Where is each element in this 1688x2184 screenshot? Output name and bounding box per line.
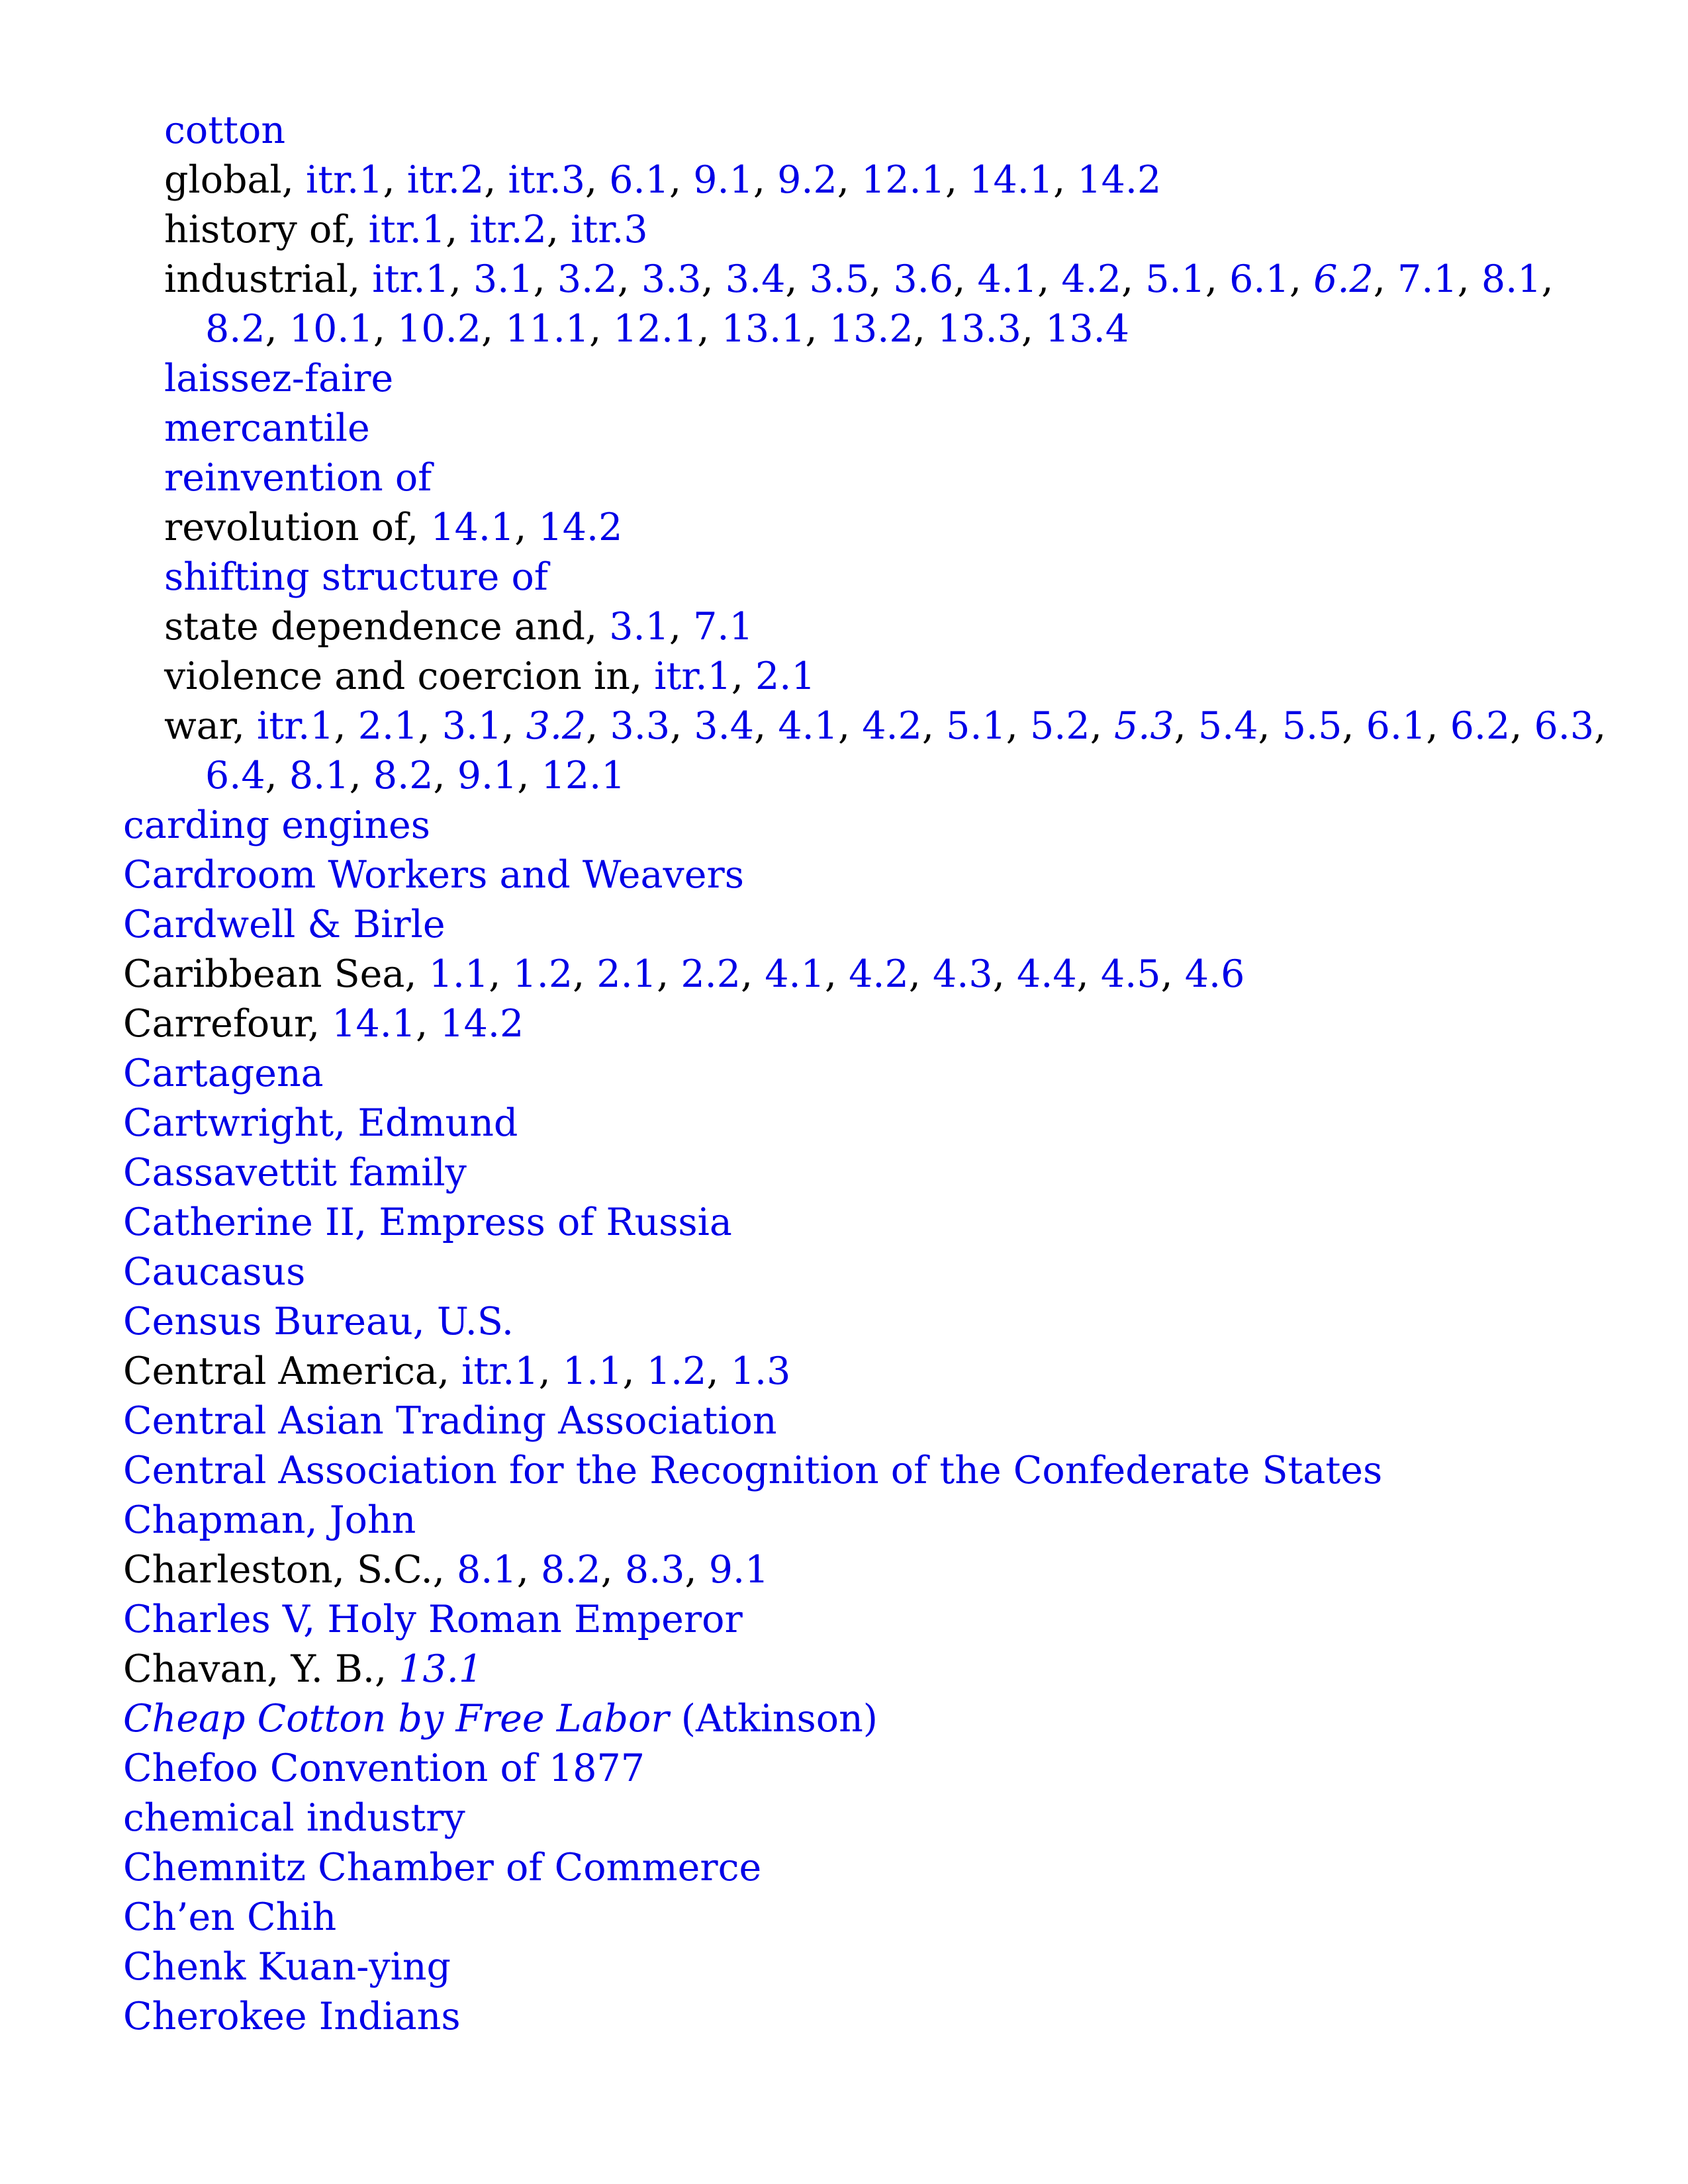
entry-ch-en-chih <box>123 1893 1619 1942</box>
page-ref-link[interactable]: 6.1 <box>609 158 669 202</box>
page-ref-link[interactable]: 2.1 <box>755 655 816 698</box>
entry-central-america: Central America, itr.1, 1.1, 1.2, 1.3 <box>123 1349 791 1393</box>
page-ref-link[interactable]: 1.2 <box>646 1349 707 1393</box>
entry-heading: violence and coercion in <box>164 655 630 698</box>
entry-link[interactable]: Cartagena <box>123 1052 324 1095</box>
page-ref-link[interactable]: 6.4 <box>205 754 265 797</box>
entry-link[interactable]: Cassavettit family <box>123 1151 467 1195</box>
entry-link[interactable]: Ch’en Chih <box>123 1895 337 1939</box>
page-ref-link[interactable]: 1.1 <box>428 952 489 996</box>
entry-heading: history of <box>164 208 345 251</box>
entry-cheap-cotton-by-free-labor <box>123 1694 1619 1744</box>
page-ref-link[interactable]: 4.2 <box>1061 257 1122 301</box>
page-ref-link[interactable]: 4.1 <box>778 704 838 748</box>
entry-caucasus <box>123 1248 1619 1297</box>
page-ref-link[interactable]: 3.4 <box>725 257 786 301</box>
entry-link[interactable]: reinvention of <box>164 456 432 500</box>
entry-chenk-kuan-ying <box>123 1942 1619 1992</box>
page-ref-link[interactable]: 13.1 <box>399 1647 483 1691</box>
entry-census-bureau-u-s <box>123 1297 1619 1347</box>
page-ref-link[interactable]: 8.1 <box>1481 257 1542 301</box>
entry-cassavettit-family <box>123 1148 1619 1198</box>
page-ref-link[interactable]: 13.2 <box>829 307 914 351</box>
entry-chemical-industry <box>123 1794 1619 1843</box>
page-ref-link[interactable]: 8.1 <box>457 1548 517 1592</box>
entry-chapman-john <box>123 1496 1619 1545</box>
entry-heading: Caribbean Sea <box>123 952 405 996</box>
entry-cherokee-indians <box>123 1992 1619 2042</box>
page-ref-link[interactable]: 8.2 <box>373 754 434 797</box>
page-ref-link[interactable]: 5.3 <box>1113 704 1174 748</box>
entry-charleston-s-c: Charleston, S.C., 8.1, 8.2, 8.3, 9.1 <box>123 1548 769 1592</box>
page-ref-link[interactable]: itr.3 <box>508 158 586 202</box>
entry-cardwell-birle <box>123 900 1619 950</box>
page-ref-link[interactable]: 2.2 <box>680 952 741 996</box>
page-ref-link[interactable]: 4.3 <box>933 952 993 996</box>
page-ref-link[interactable]: 13.3 <box>937 307 1021 351</box>
entry-link[interactable]: Chenk Kuan-ying <box>123 1945 451 1989</box>
entry-link[interactable]: Cheap Cotton by Free Labor <box>123 1697 669 1741</box>
page-ref-link[interactable]: 5.2 <box>1030 704 1090 748</box>
entry-link[interactable]: mercantile <box>164 406 370 450</box>
page-ref-link[interactable]: itr.1 <box>306 158 383 202</box>
page-ref-link[interactable]: 8.3 <box>624 1548 685 1592</box>
page-ref-link[interactable]: 8.1 <box>289 754 350 797</box>
page-ref-link[interactable]: 9.1 <box>693 158 753 202</box>
entry-link[interactable]: Cartwright, Edmund <box>123 1101 518 1145</box>
page-ref-link[interactable]: 3.6 <box>893 257 954 301</box>
entry-author[interactable]: (Atkinson) <box>669 1697 878 1741</box>
entry-heading: state dependence and <box>164 605 585 649</box>
page-ref-link[interactable]: 5.4 <box>1197 704 1258 748</box>
entry-link[interactable]: Cardwell & Birle <box>123 903 445 946</box>
page-ref-link[interactable]: 13.4 <box>1045 307 1130 351</box>
subentry-state-dependence-and: state dependence and, 3.1, 7.1 <box>164 605 753 649</box>
entry-cardroom-workers-and-weavers <box>123 850 1619 900</box>
page-ref-link[interactable]: 6.1 <box>1229 257 1289 301</box>
page-ref-link[interactable]: 5.1 <box>1145 257 1205 301</box>
page-ref-link[interactable]: itr.1 <box>257 704 334 748</box>
page-ref-link[interactable]: 7.1 <box>693 605 753 649</box>
entry-cartwright-edmund <box>123 1099 1619 1148</box>
page-ref-link[interactable]: 14.1 <box>969 158 1054 202</box>
page-ref-link[interactable]: 6.1 <box>1366 704 1427 748</box>
entry-link[interactable]: chemical industry <box>123 1796 465 1840</box>
entry-heading: war <box>164 704 233 748</box>
entry-link[interactable]: laissez-faire <box>164 357 394 400</box>
entry-cartagena <box>123 1049 1619 1099</box>
page-ref-link[interactable]: 5.5 <box>1282 704 1342 748</box>
entry-heading: Central America <box>123 1349 438 1393</box>
entry-link[interactable]: carding engines <box>123 803 431 847</box>
page-ref-link[interactable]: 6.2 <box>1313 257 1374 301</box>
subentry-global: global, itr.1, itr.2, itr.3, 6.1, 9.1, 9.2, 12.1, 14.1, 14.2 <box>164 158 1162 202</box>
page-ref-link[interactable]: 14.1 <box>430 506 515 549</box>
page-ref-link[interactable]: 5.1 <box>946 704 1006 748</box>
entry-central-association-for-the-recognition-of-the-confederate-states <box>123 1446 1619 1496</box>
entry-link[interactable]: Central Association for the Recognition of the Confederate States <box>123 1449 1383 1492</box>
page-ref-link[interactable]: 4.1 <box>977 257 1038 301</box>
subentry-mercantile <box>164 404 1619 453</box>
entry-link[interactable]: Census Bureau, U.S. <box>123 1300 514 1343</box>
entry-chavan-y-b: Chavan, Y. B., 13.1 <box>123 1647 483 1691</box>
entry-heading: Charleston, S.C. <box>123 1548 433 1592</box>
page-ref-link[interactable]: 3.1 <box>473 257 534 301</box>
page-ref-link[interactable]: 11.1 <box>505 307 590 351</box>
subentry-laissez-faire <box>164 354 1619 404</box>
entry-link[interactable]: Charles V, Holy Roman Emperor <box>123 1598 743 1641</box>
page-ref-link[interactable]: 6.3 <box>1534 704 1595 748</box>
entry-link[interactable]: shifting structure of <box>164 555 548 599</box>
page-ref-link[interactable]: 9.2 <box>777 158 837 202</box>
page-ref-link[interactable]: 12.1 <box>541 754 626 797</box>
page-ref-link[interactable]: 13.1 <box>721 307 806 351</box>
page-ref-link[interactable]: itr.1 <box>654 655 731 698</box>
page-ref-link[interactable]: 4.5 <box>1100 952 1161 996</box>
subentry-shifting-structure-of <box>164 553 1619 602</box>
entry-heading: global <box>164 158 282 202</box>
entry-link[interactable]: Chefoo Convention of 1877 <box>123 1747 645 1790</box>
entry-chefoo-convention-of-1877 <box>123 1744 1619 1794</box>
page-ref-link[interactable]: 12.1 <box>613 307 698 351</box>
subentry-history-of: history of, itr.1, itr.2, itr.3 <box>164 208 648 251</box>
page-ref-link[interactable]: 7.1 <box>1397 257 1458 301</box>
entry-link[interactable]: Central Asian Trading Association <box>123 1399 777 1443</box>
page-ref-link[interactable]: 12.1 <box>861 158 945 202</box>
page-ref-link[interactable]: 3.1 <box>442 704 502 748</box>
entry-central-asian-trading-association <box>123 1396 1619 1446</box>
page-ref-link[interactable]: 3.2 <box>526 704 586 748</box>
subentry-revolution-of: revolution of, 14.1, 14.2 <box>164 506 623 549</box>
entry-heading: Chavan, Y. B. <box>123 1647 375 1691</box>
page-ref-link[interactable]: 3.2 <box>557 257 618 301</box>
entry-heading: industrial <box>164 257 348 301</box>
page-ref-link[interactable]: 3.3 <box>641 257 702 301</box>
page-ref-link[interactable]: itr.1 <box>368 208 446 251</box>
subentry-violence-and-coercion-in: violence and coercion in, itr.1, 2.1 <box>164 655 816 698</box>
page-ref-link[interactable]: itr.1 <box>461 1349 539 1393</box>
entry-link[interactable]: Catherine II, Empress of Russia <box>123 1201 732 1244</box>
page-ref-link[interactable]: 10.2 <box>397 307 481 351</box>
page-ref-link[interactable]: 8.2 <box>540 1548 601 1592</box>
entry-heading: revolution of <box>164 506 407 549</box>
page-ref-link[interactable]: 14.2 <box>1077 158 1162 202</box>
subentry-cotton <box>164 106 1619 156</box>
page-ref-link[interactable]: 6.2 <box>1450 704 1511 748</box>
entry-heading: Carrefour <box>123 1002 308 1046</box>
page-ref-link[interactable]: 3.3 <box>610 704 671 748</box>
page-ref-link[interactable]: 1.1 <box>562 1349 623 1393</box>
page-ref-link[interactable]: 3.5 <box>809 257 870 301</box>
page-ref-link[interactable]: 9.1 <box>457 754 518 797</box>
page-ref-link[interactable]: itr.2 <box>406 158 485 202</box>
page-ref-link[interactable]: 14.1 <box>332 1002 416 1046</box>
page-ref-link[interactable]: 2.1 <box>596 952 657 996</box>
entry-link[interactable]: cotton <box>164 109 286 152</box>
entry-carrefour: Carrefour, 14.1, 14.2 <box>123 1002 524 1046</box>
entry-link[interactable]: Chemnitz Chamber of Commerce <box>123 1846 762 1889</box>
page-ref-link[interactable]: 2.1 <box>357 704 418 748</box>
subentry-industrial: industrial, itr.1, 3.1, 3.2, 3.3, 3.4, 3.5, 3.6, 4.1, 4.2, 5.1, 6.1, 6.2, 7.1, 8.1, 8.2, 10.1, 10.2, 11.1, 12.1, 13.1, 13.2, 13.3, 13.4 <box>164 257 1554 351</box>
index-page <box>123 106 1619 2042</box>
entry-charles-v-holy-roman-emperor <box>123 1595 1619 1645</box>
page-ref-link[interactable]: 9.1 <box>708 1548 769 1592</box>
page-ref-link[interactable]: 4.6 <box>1184 952 1245 996</box>
page-ref-link[interactable]: 4.2 <box>862 704 922 748</box>
page-ref-link[interactable]: 3.1 <box>609 605 669 649</box>
page-ref-link[interactable]: 4.4 <box>1016 952 1077 996</box>
entry-carding-engines <box>123 801 1619 850</box>
page-ref-link[interactable]: 1.2 <box>512 952 573 996</box>
page-ref-link[interactable]: 3.4 <box>694 704 755 748</box>
entry-catherine-ii-empress-of-russia <box>123 1198 1619 1248</box>
entry-chemnitz-chamber-of-commerce <box>123 1843 1619 1893</box>
entry-caribbean-sea: Caribbean Sea, 1.1, 1.2, 2.1, 2.2, 4.1, 4.2, 4.3, 4.4, 4.5, 4.6 <box>123 952 1245 996</box>
page-ref-link[interactable]: itr.2 <box>469 208 547 251</box>
subentry-reinvention-of <box>164 453 1619 503</box>
subentry-war: war, itr.1, 2.1, 3.1, 3.2, 3.3, 3.4, 4.1, 4.2, 5.1, 5.2, 5.3, 5.4, 5.5, 6.1, 6.2, 6.3, 6.4, 8.1, 8.2, 9.1, 12.1 <box>164 704 1607 797</box>
entry-link[interactable]: Cherokee Indians <box>123 1995 461 2038</box>
page-ref-link[interactable]: 14.2 <box>538 506 623 549</box>
page-ref-link[interactable]: 10.1 <box>289 307 373 351</box>
entry-link[interactable]: Caucasus <box>123 1250 306 1294</box>
entry-link[interactable]: Chapman, John <box>123 1498 416 1542</box>
page-ref-link[interactable]: 1.3 <box>730 1349 791 1393</box>
page-ref-link[interactable]: 4.1 <box>765 952 825 996</box>
entry-link[interactable]: Cardroom Workers and Weavers <box>123 853 744 897</box>
page-ref-link[interactable]: 14.2 <box>440 1002 524 1046</box>
page-ref-link[interactable]: itr.1 <box>372 257 449 301</box>
page-ref-link[interactable]: 4.2 <box>849 952 909 996</box>
page-ref-link[interactable]: itr.3 <box>571 208 648 251</box>
page-ref-link[interactable]: 8.2 <box>205 307 265 351</box>
